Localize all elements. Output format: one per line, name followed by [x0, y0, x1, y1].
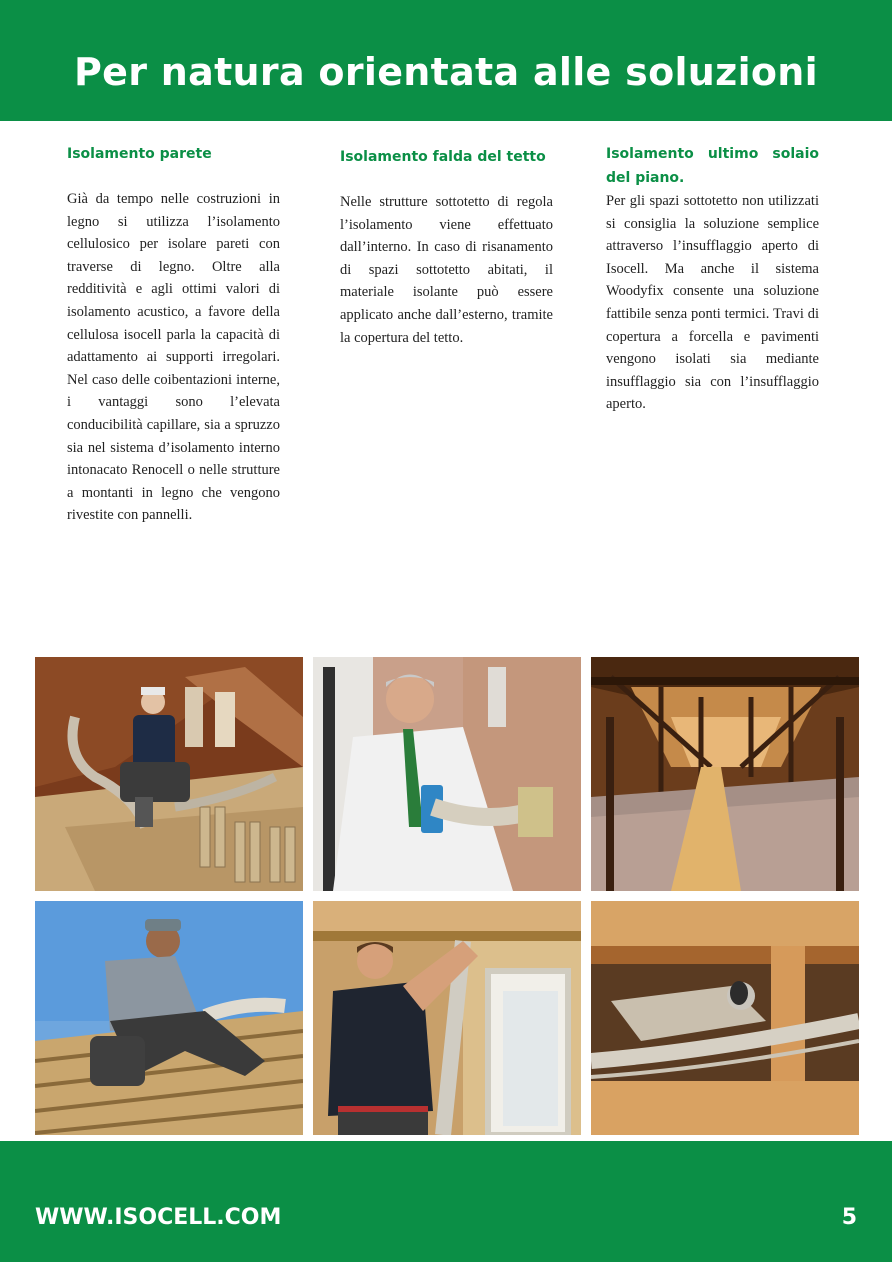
- section-heading: Isolamento falda del tetto: [340, 149, 546, 165]
- page-title: Per natura orientata alle soluzioni: [74, 50, 818, 94]
- page-header: [0, 0, 892, 121]
- photo-technician-measuring: [313, 657, 581, 891]
- section-heading: Isolamento ultimo solaio del piano.: [606, 146, 819, 186]
- section-body: Nelle strutture sottotetto di regola l’isolamento viene effettuato dall’interno. In caso di risanamento di spazi sottotetto abitati, il materiale isolante può essere applicato anche dall’esterno, tramite la copertura del tetto.: [340, 194, 553, 346]
- website-url: WWW.ISOCELL.COM: [35, 1205, 282, 1230]
- column-top-floor-insulation: [606, 142, 819, 416]
- section-body: Per gli spazi sottotetto non utilizzati si consiglia la soluzione semplice attraverso l’insufflaggio aperto di Isocell. Ma anche il sistema Woodyfix consente una soluzione fattibile senza ponti termici. Travi di copertura a forcella e pavimenti vengono isolati sia mediante insufflaggio sia con l’insufflaggio aperto.: [606, 193, 819, 413]
- section-body: Già da tempo nelle costruzioni in legno si utilizza l’isolamento cellulosico per isolare pareti con traverse di legno. Oltre alla redditività e agli ottimi valori di isolamento acustico, a favore della cellulosa isocell parla la capacità di adattamento ai supporti irregolari. Nel caso delle coibentazioni interne, i vantaggi sono l’elevata conducibilità capillare, sia a spruzzo sia nel sistema d’isolamento interno intonacato Renocell o nelle strutture a montanti in legno che vengono rivestite con pannelli.: [67, 191, 280, 524]
- photo-worker-crawlspace: [591, 901, 859, 1135]
- photo-attic-trusses: [591, 657, 859, 891]
- section-heading: Isolamento parete: [67, 146, 212, 162]
- column-wall-insulation: [67, 142, 280, 527]
- page-footer: [0, 1141, 892, 1262]
- photo-worker-attic-floor: [35, 657, 303, 891]
- photo-worker-wall-insulation: [313, 901, 581, 1135]
- column-roof-insulation: [340, 145, 553, 349]
- photo-worker-on-roof: [35, 901, 303, 1135]
- page-number: 5: [841, 1205, 857, 1230]
